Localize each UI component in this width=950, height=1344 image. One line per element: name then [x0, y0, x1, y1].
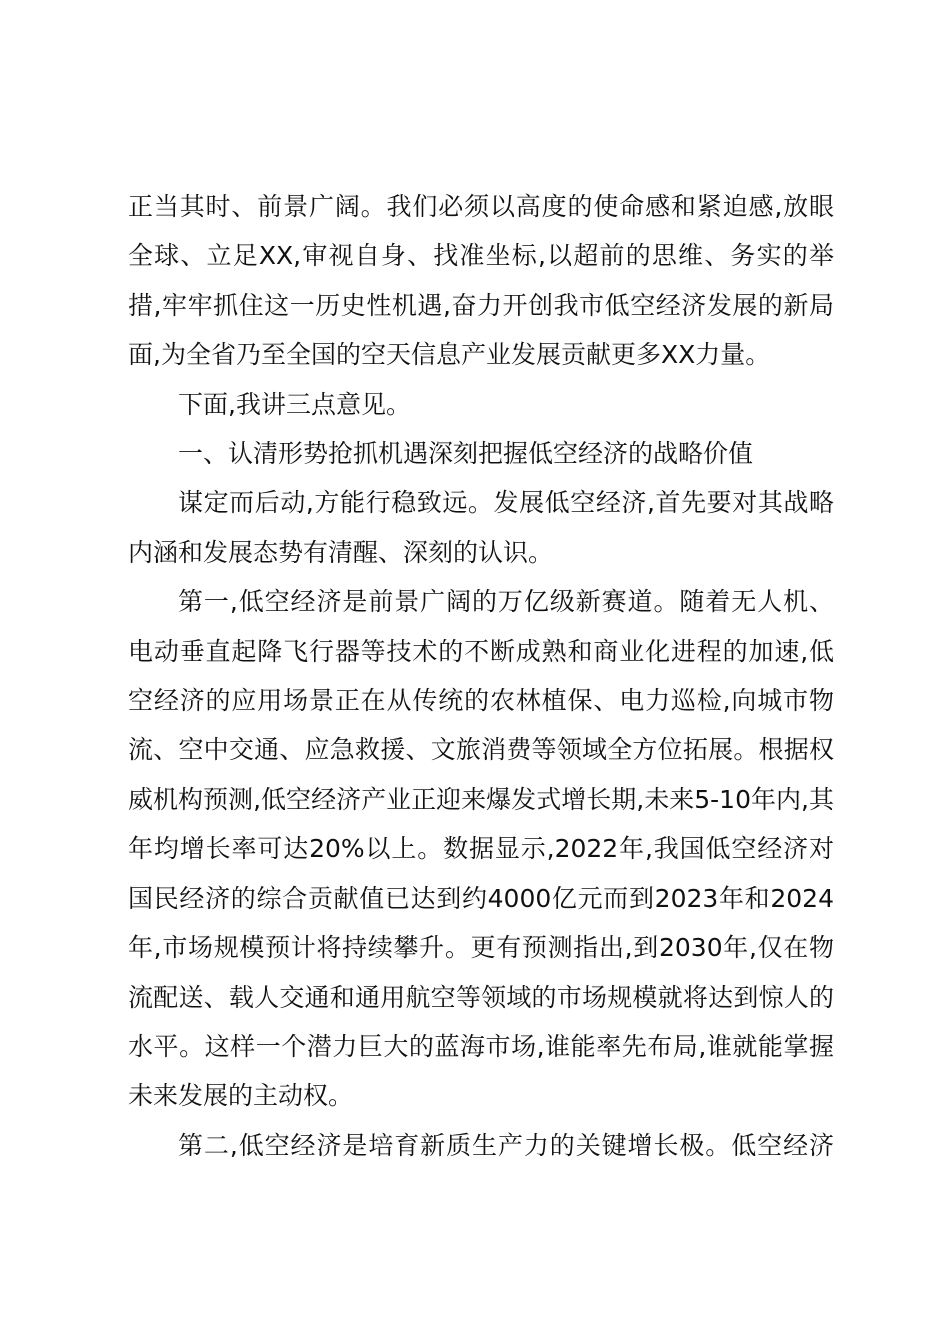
- paragraph-three-points: 下面,我讲三点意见。: [178, 389, 411, 419]
- section-heading-one: 一、认清形势抢抓机遇深刻把握低空经济的战略价值: [178, 439, 754, 469]
- paragraph-point-two: 第二,低空经济是培育新质生产力的关键增长极。低空经济: [178, 1130, 834, 1160]
- paragraph-strategic-understanding: 谋定而后动,方能行稳致远。发展低空经济,首先要对其战略内涵和发展态势有清醒、深刻的认识。: [128, 488, 834, 567]
- paragraph-point-one: 第一,低空经济是前景广阔的万亿级新赛道。随着无人机、电动垂直起降飞行器等技术的不断成熟和商业化进程的加速,低空经济的应用场景正在从传统的农林植保、电力巡检,向城市物流、空中交通、应急救援、文旅消费等领域全方位拓展。根据权威机构预测,低空经济产业正迎来爆发式增长期,未来5-10年内,其年均增长率可达20%以上。数据显示,2022年,我国低空经济对国民经济的综合贡献值已达到约4000亿元而到2023年和2024年,市场规模预计将持续攀升。更有预测指出,到2030年,仅在物流配送、载人交通和通用航空等领域的市场规模就将达到惊人的水平。这样一个潜力巨大的蓝海市场,谁能率先布局,谁就能掌握未来发展的主动权。: [128, 587, 834, 1111]
- document-body: [128, 182, 834, 1170]
- paragraph-intro-continuation: 正当其时、前景广阔。我们必须以高度的使命感和紧迫感,放眼全球、立足XX,审视自身、找准坐标,以超前的思维、务实的举措,牢牢抓住这一历史性机遇,奋力开创我市低空经济发展的新局面,为全省乃至全国的空天信息产业发展贡献更多XX力量。: [128, 192, 834, 370]
